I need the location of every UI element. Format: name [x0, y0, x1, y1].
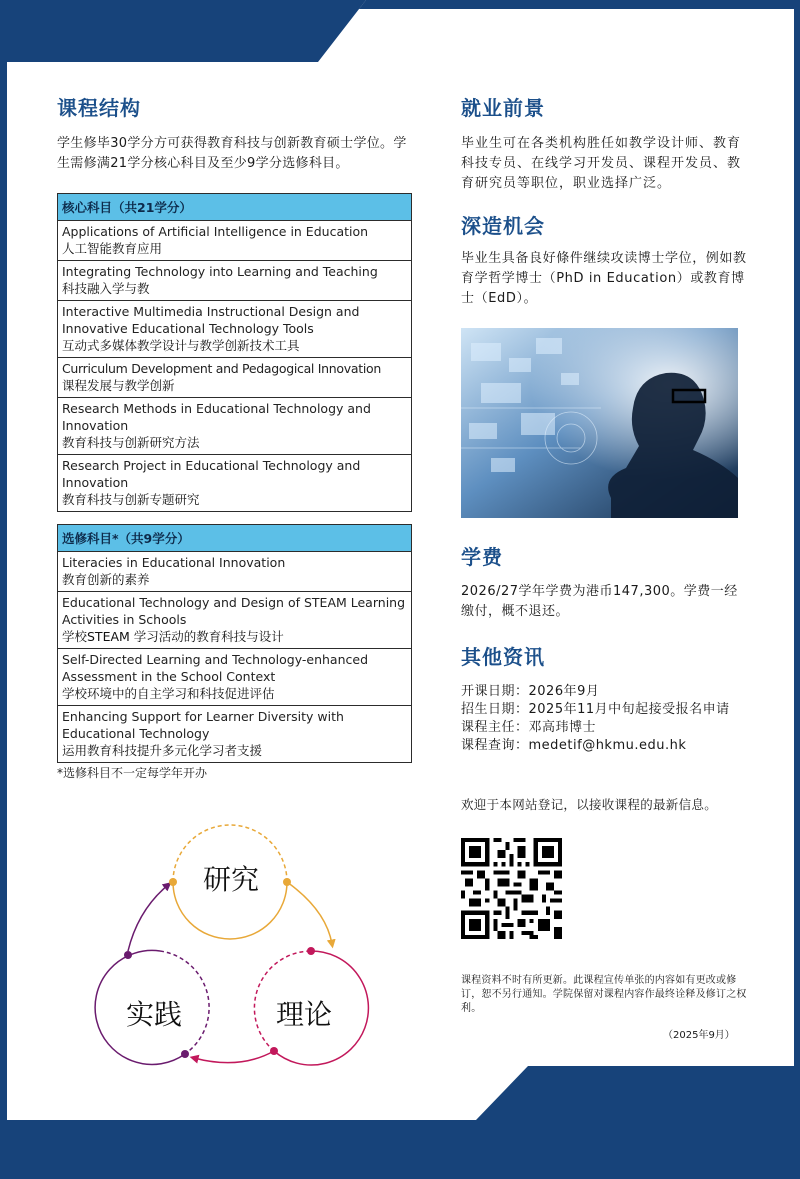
admission-date: 招生日期：2025年11月中旬起接受报名申请 — [461, 702, 730, 717]
bottom-frame-banner — [0, 1066, 800, 1179]
elective-courses-table — [57, 524, 412, 763]
issue-date: （2025年9月） — [663, 1030, 735, 1041]
course-en: Research Project in Educational Technology and Innovation — [62, 458, 361, 490]
other-info-list — [461, 683, 730, 755]
course-en: Integrating Technology into Learning and Teaching — [62, 264, 378, 279]
left-frame-border — [0, 0, 7, 1179]
elective-note: *选修科目不一定每学年开办 — [57, 766, 208, 780]
programme-leader: 课程主任：邓高玮博士 — [461, 720, 597, 735]
programme-enquiry: 课程查询：medetif@hkmu.edu.hk — [461, 738, 687, 753]
further-study-text: 毕业生具备良好條件继续攻读博士学位，例如教育学哲学博士（PhD in Education）或教育博士（EdD）。 — [461, 251, 747, 306]
table-row — [58, 706, 412, 763]
table-row — [58, 221, 412, 261]
career-title: 就业前景 — [461, 96, 545, 120]
course-zh: 科技融入学与教 — [62, 281, 150, 296]
structure-title: 课程结构 — [57, 96, 141, 120]
cycle-theory-label: 理论 — [276, 998, 333, 1031]
cycle-research-label: 研究 — [203, 863, 260, 896]
fee-title: 学费 — [461, 545, 503, 569]
tech-person-photo — [461, 328, 738, 518]
right-frame-border — [794, 0, 800, 1179]
course-en: Research Methods in Educational Technology and Innovation — [62, 401, 371, 433]
fee-text: 2026/27学年学费为港币147,300。学费一经缴付，概不退还。 — [461, 584, 738, 619]
course-zh: 课程发展与教学创新 — [62, 378, 175, 393]
disclaimer-text: 课程资料不时有所更新。此课程宣传单张的内容如有更改或修订，恕不另行通知。学院保留对课程内容作最终诠释及修订之权利。 — [461, 975, 747, 1014]
course-zh: 运用教育科技提升多元化学习者支援 — [62, 743, 263, 758]
course-en: Interactive Multimedia Instructional Design and Innovative Educational Technology Tools — [62, 304, 360, 336]
course-zh: 互动式多媒体教学设计与教学创新技术工具 — [62, 338, 300, 353]
course-en: Educational Technology and Design of STEAM Learning Activities in Schools — [62, 595, 406, 627]
table-row — [58, 398, 412, 455]
course-en: Curriculum Development and Pedagogical Innovation — [62, 361, 381, 376]
other-info-title: 其他资讯 — [461, 645, 545, 669]
further-study-title: 深造机会 — [461, 214, 545, 238]
structure-intro: 学生修毕30学分方可获得教育科技与创新教育硕士学位。学生需修满21学分核心科目及至少9学分选修科目。 — [57, 136, 407, 171]
table-row — [58, 592, 412, 649]
course-en: Enhancing Support for Learner Diversity with Educational Technology — [62, 709, 344, 741]
career-text: 毕业生可在各类机构胜任如教学设计师、教育科技专员、在线学习开发员、课程开发员、教育研究员等职位，职业选择广泛。 — [461, 136, 742, 191]
table-row — [58, 455, 412, 512]
start-date: 开课日期：2026年9月 — [461, 684, 600, 699]
table-row — [58, 552, 412, 592]
register-text: 欢迎于本网站登记，以接收课程的最新信息。 — [461, 797, 718, 812]
core-header: 核心科目（共21学分） — [58, 194, 412, 221]
top-frame-banner — [0, 0, 800, 62]
cycle-practice-label: 实践 — [126, 998, 183, 1031]
course-zh: 学校环境中的自主学习和科技促进评估 — [62, 686, 275, 701]
table-row — [58, 261, 412, 301]
course-en: Applications of Artificial Intelligence in Education — [62, 224, 369, 239]
course-en: Self-Directed Learning and Technology-enhanced Assessment in the School Context — [62, 652, 369, 684]
table-row — [58, 358, 412, 398]
elective-header: 选修科目*（共9学分） — [58, 525, 412, 552]
course-zh: 教育科技与创新专题研究 — [62, 492, 200, 507]
qr-code[interactable] — [461, 838, 562, 939]
course-en: Literacies in Educational Innovation — [62, 555, 286, 570]
course-zh: 教育创新的素养 — [62, 572, 150, 587]
course-zh: 人工智能教育应用 — [62, 241, 163, 256]
course-zh: 学校STEAM 学习活动的教育科技与设计 — [62, 629, 284, 644]
course-zh: 教育科技与创新研究方法 — [62, 435, 200, 450]
core-courses-table — [57, 193, 412, 512]
table-row — [58, 649, 412, 706]
table-row — [58, 301, 412, 358]
